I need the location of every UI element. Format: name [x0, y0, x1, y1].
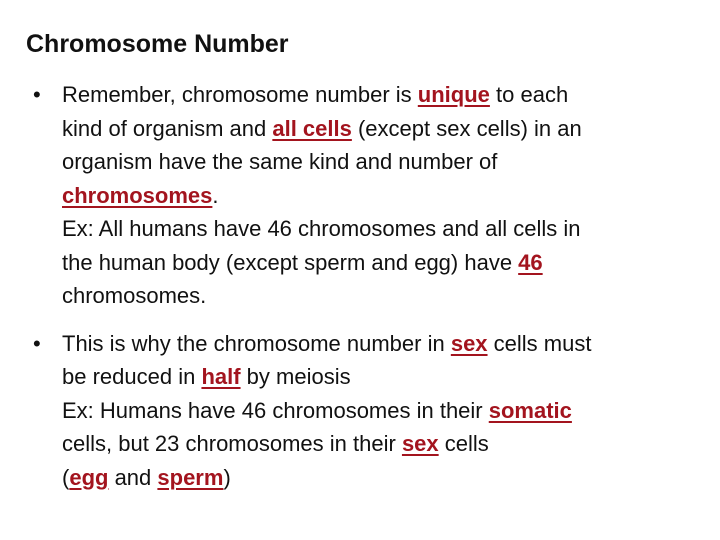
bullet-line	[62, 179, 706, 213]
highlighted-term: unique	[417, 82, 490, 107]
bullet-line	[62, 327, 706, 361]
text-segment: Ex: Humans have 46 chromosomes in their	[62, 397, 489, 423]
bullet-dot-icon: •	[33, 82, 41, 107]
bullet-line	[62, 360, 706, 394]
text-segment: and	[108, 464, 158, 490]
text-segment: .	[212, 182, 219, 208]
bullet-line	[62, 394, 706, 428]
highlighted-term: somatic	[488, 397, 572, 423]
highlighted-term: sex	[401, 431, 439, 456]
text-segment: This is why the chromosome number in	[62, 330, 451, 356]
text-segment: Ex: All humans have 46 chromosomes and all cells in	[62, 216, 581, 241]
bullet-line	[62, 112, 706, 146]
highlighted-term: all cells	[272, 115, 352, 141]
text-segment: (except sex cells) in an	[351, 115, 582, 141]
highlighted-term: 46	[518, 249, 543, 275]
text-segment: chromosomes.	[62, 283, 207, 308]
highlighted-term: sperm	[157, 464, 224, 490]
bullet-line	[62, 246, 706, 280]
text-segment: the human body (except sperm and egg) have	[62, 249, 519, 275]
bullet-item	[26, 78, 706, 313]
text-segment: by meiosis	[240, 364, 351, 389]
highlighted-term: egg	[69, 464, 109, 490]
highlighted-term: half	[201, 364, 241, 389]
text-segment: organism have the same kind and number of	[62, 149, 498, 174]
bullet-line	[62, 212, 706, 246]
bullet-line	[62, 427, 706, 461]
bullet-line	[62, 145, 706, 179]
bullet-item	[26, 327, 706, 495]
highlighted-term: sex	[450, 330, 488, 356]
bullet-line	[62, 461, 706, 495]
highlighted-term: chromosomes	[62, 182, 213, 208]
text-segment: be reduced in	[62, 364, 202, 389]
bullet-dot-icon: •	[33, 330, 41, 356]
text-segment: )	[223, 464, 231, 490]
text-segment: kind of organism and	[62, 115, 273, 141]
text-segment: to each	[489, 82, 569, 107]
text-segment: cells must	[487, 330, 592, 356]
slide-title: Chromosome Number	[26, 30, 289, 58]
text-segment: (	[62, 464, 70, 490]
bullet-list	[26, 78, 706, 508]
bullet-line	[62, 279, 706, 313]
text-segment: cells	[438, 431, 489, 456]
bullet-line	[62, 78, 706, 112]
text-segment: Remember, chromosome number is	[62, 82, 418, 107]
text-segment: cells, but 23 chromosomes in their	[62, 431, 402, 456]
